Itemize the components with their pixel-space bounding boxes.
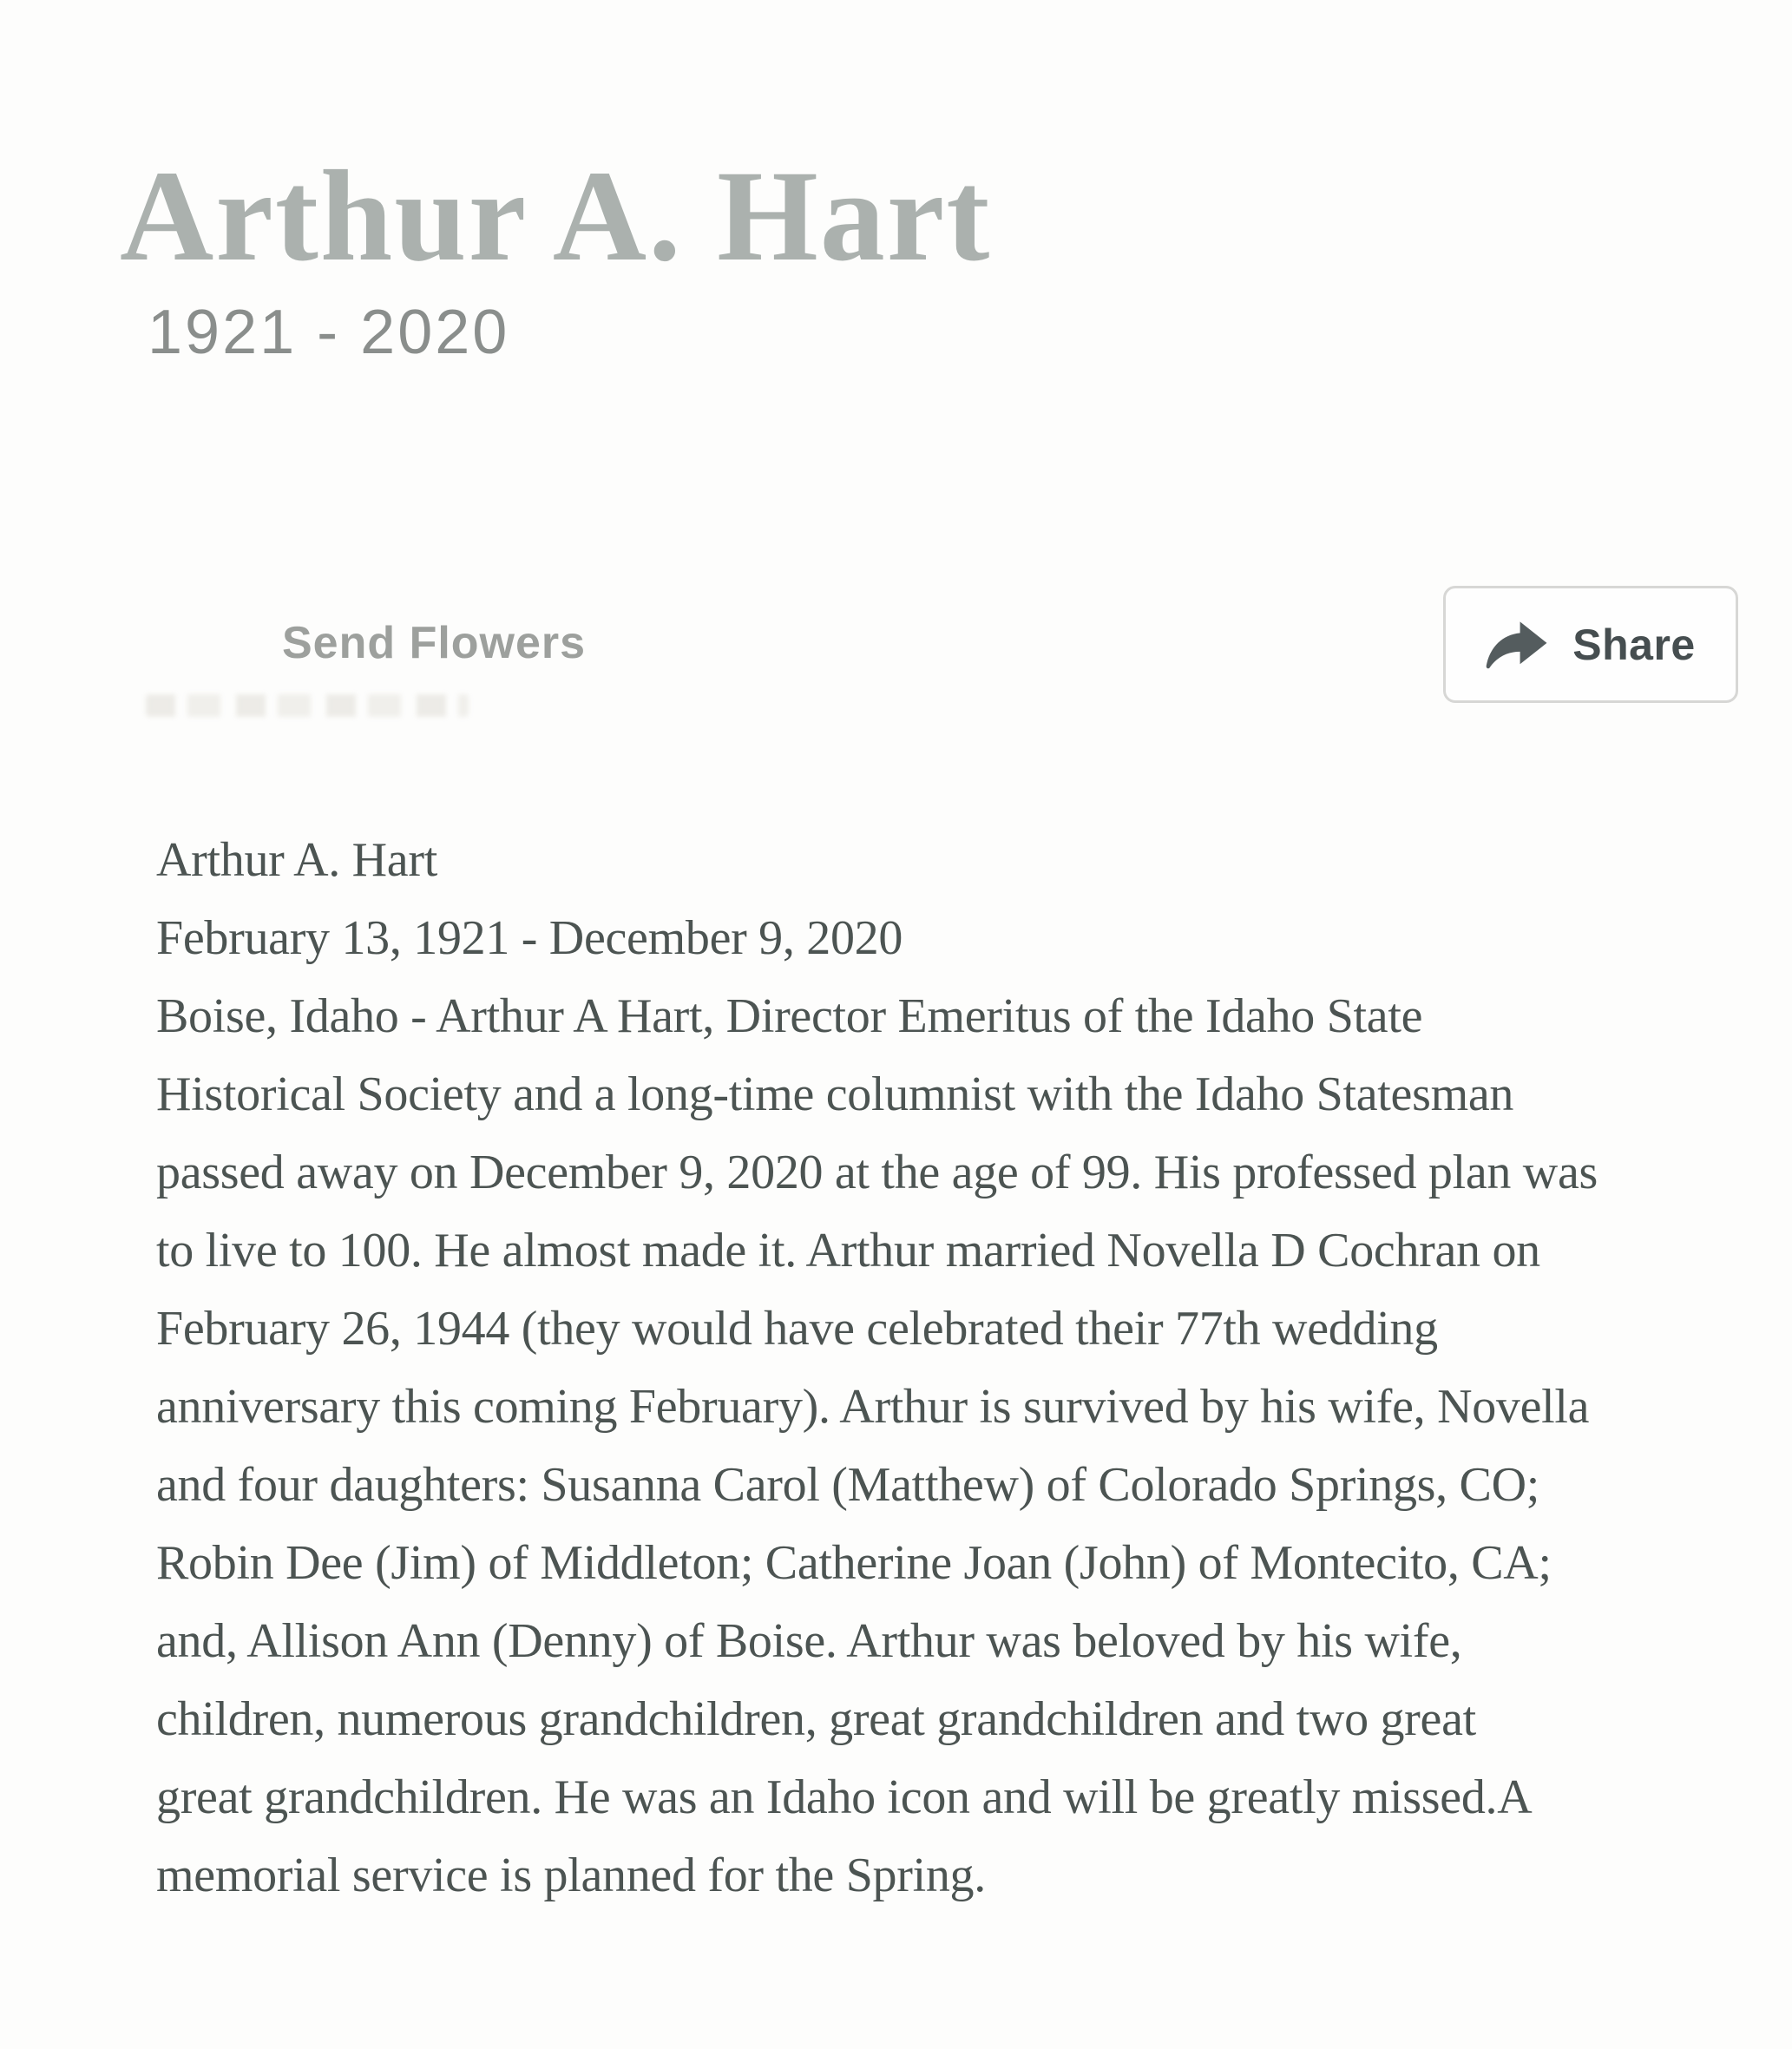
obituary-line: Boise, Idaho - Arthur A Hart, Director Emeritus of the Idaho State [156, 989, 1423, 1043]
obituary-line: February 13, 1921 - December 9, 2020 [156, 911, 903, 965]
life-dates: 1921 - 2020 [148, 298, 510, 367]
share-button-label: Share [1572, 620, 1696, 669]
share-button[interactable] [1443, 586, 1738, 703]
obituary-line: to live to 100. He almost made it. Arthur married Novella D Cochran on [156, 1224, 1540, 1277]
obituary-line: Arthur A. Hart [156, 833, 437, 887]
obituary-line: and, Allison Ann (Denny) of Boise. Arthur was beloved by his wife, [156, 1614, 1462, 1668]
obituary-line: children, numerous grandchildren, great grandchildren and two great [156, 1692, 1476, 1746]
send-flowers-button[interactable]: Send Flowers [282, 618, 587, 668]
obituary-line: great grandchildren. He was an Idaho icon and will be greatly missed.A [156, 1770, 1533, 1824]
page-title: Arthur A. Hart [120, 143, 992, 288]
obituary-line: Historical Society and a long-time columnist with the Idaho Statesman [156, 1067, 1514, 1121]
obituary-line: February 26, 1944 (they would have celebrated their 77th wedding [156, 1302, 1438, 1356]
obituary-line: passed away on December 9, 2020 at the age of 99. His professed plan was [156, 1146, 1598, 1199]
faded-print-artifact [146, 694, 469, 717]
share-forward-arrow-icon [1486, 621, 1548, 669]
obituary-line: memorial service is planned for the Spring. [156, 1849, 986, 1902]
obituary-line: Robin Dee (Jim) of Middleton; Catherine Joan (John) of Montecito, CA; [156, 1536, 1552, 1590]
obituary-line: anniversary this coming February). Arthur is survived by his wife, Novella [156, 1380, 1590, 1434]
obituary-line: and four daughters: Susanna Carol (Matthew) of Colorado Springs, CO; [156, 1458, 1540, 1512]
obituary-text [156, 821, 1744, 1914]
